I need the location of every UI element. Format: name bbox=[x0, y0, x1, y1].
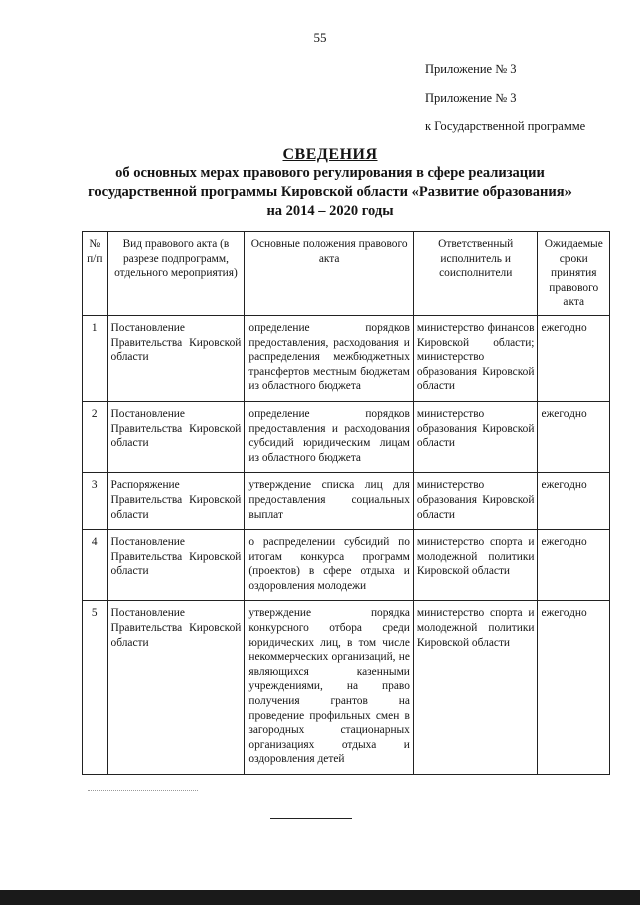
table-row bbox=[83, 315, 610, 401]
cell-number: 3 bbox=[83, 473, 108, 530]
table-header-row bbox=[83, 232, 610, 316]
page-number: 55 bbox=[313, 30, 327, 45]
table-row bbox=[83, 473, 610, 530]
cell-number: 5 bbox=[83, 601, 108, 775]
table-row bbox=[83, 601, 610, 775]
cell-provisions: утверждение порядка конкурсного отбора среди юридических лиц, в том числе некоммерческих организаций, не являющихся казенными учреждениями, на право получения грантов на проведение профильных смен в загородных стационарных организациях отдыха и оздоровления детей bbox=[245, 601, 414, 775]
cell-deadline: ежегодно bbox=[538, 473, 610, 530]
title-sub-line-2: государственной программы Кировской области «Развитие образования» bbox=[88, 184, 572, 200]
header-provisions: Основные положения правового акта bbox=[245, 232, 414, 316]
cell-responsible: министерство спорта и молодежной политики Кировской области bbox=[413, 601, 538, 775]
table-row bbox=[83, 530, 610, 601]
appendix-line-1: Приложение № 3 bbox=[425, 62, 517, 76]
cell-act-type: Постановление Правительства Кировской области bbox=[107, 530, 245, 601]
cell-provisions: о распределении субсидий по итогам конкурса программ (проектов) в сфере отдыха и оздоровления молодежи bbox=[245, 530, 414, 601]
cell-responsible: министерство образования Кировской области bbox=[413, 473, 538, 530]
table-body bbox=[83, 315, 610, 774]
footer-rule bbox=[270, 818, 352, 819]
title-sub-line-3: на 2014 – 2020 годы bbox=[266, 203, 394, 219]
header-deadline: Ожидаемые сроки принятия правового акта bbox=[538, 232, 610, 316]
cell-act-type: Распоряжение Правительства Кировской области bbox=[107, 473, 245, 530]
cell-deadline: ежегодно bbox=[538, 601, 610, 775]
scan-edge-bar bbox=[0, 890, 640, 905]
cell-number: 1 bbox=[83, 315, 108, 401]
cell-act-type: Постановление Правительства Кировской области bbox=[107, 601, 245, 775]
scan-speckle bbox=[88, 790, 198, 791]
header-number: № п/п bbox=[83, 232, 108, 316]
cell-provisions: определение порядков предоставления и расходования субсидий юридическим лицам из областного бюджета bbox=[245, 401, 414, 472]
appendix-line-2: Приложение № 3 bbox=[425, 91, 517, 105]
cell-deadline: ежегодно bbox=[538, 401, 610, 472]
cell-act-type: Постановление Правительства Кировской области bbox=[107, 401, 245, 472]
cell-act-type: Постановление Правительства Кировской области bbox=[107, 315, 245, 401]
cell-responsible: министерство спорта и молодежной политики Кировской области bbox=[413, 530, 538, 601]
header-act-type: Вид правового акта (в разрезе подпрограмм, отдельного мероприятия) bbox=[107, 232, 245, 316]
cell-number: 2 bbox=[83, 401, 108, 472]
cell-deadline: ежегодно bbox=[538, 530, 610, 601]
appendix-line-3: к Государственной программе bbox=[425, 119, 586, 133]
table-header bbox=[83, 232, 610, 316]
document-title bbox=[40, 145, 620, 221]
cell-provisions: утверждение списка лиц для предоставления социальных выплат bbox=[245, 473, 414, 530]
title-main: СВЕДЕНИЯ bbox=[282, 146, 378, 163]
cell-responsible: министерство финансов Кировской области; министерство образования Кировской области bbox=[413, 315, 538, 401]
legal-acts-table bbox=[82, 231, 610, 775]
cell-number: 4 bbox=[83, 530, 108, 601]
cell-responsible: министерство образования Кировской области bbox=[413, 401, 538, 472]
header-responsible: Ответственный исполнитель и соисполнители bbox=[413, 232, 538, 316]
title-sub-line-1: об основных мерах правового регулирования в сфере реализации bbox=[115, 165, 545, 181]
table-row bbox=[83, 401, 610, 472]
cell-deadline: ежегодно bbox=[538, 315, 610, 401]
cell-provisions: определение порядков предоставления, расходования и распределения межбюджетных трансфертов местным бюджетам из областного бюджета bbox=[245, 315, 414, 401]
